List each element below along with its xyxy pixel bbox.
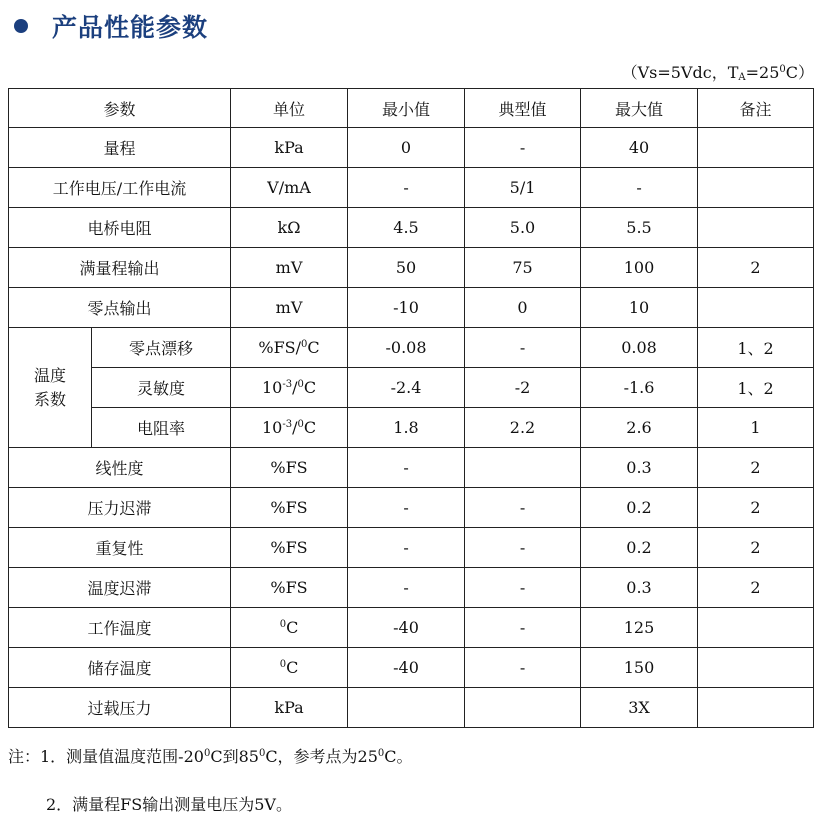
min-cell: -0.08 xyxy=(348,328,465,368)
max-cell: 5.5 xyxy=(581,208,698,248)
unit-cell: V/mA xyxy=(231,168,348,208)
param-cell: 压力迟滞 xyxy=(9,488,231,528)
param-cell: 零点漂移 xyxy=(92,328,231,368)
typ-cell: -2 xyxy=(465,368,581,408)
param-cell: 量程 xyxy=(9,128,231,168)
min-cell: -10 xyxy=(348,288,465,328)
unit-cell: %FS xyxy=(231,448,348,488)
typ-cell: - xyxy=(465,128,581,168)
table-row xyxy=(9,368,814,408)
min-cell: 4.5 xyxy=(348,208,465,248)
typ-cell: - xyxy=(465,568,581,608)
typ-cell: 0 xyxy=(465,288,581,328)
min-cell: 50 xyxy=(348,248,465,288)
min-cell xyxy=(348,688,465,728)
section-heading xyxy=(10,6,208,46)
header-min: 最小值 xyxy=(348,89,465,128)
typ-cell: 5/1 xyxy=(465,168,581,208)
typ-cell xyxy=(465,688,581,728)
note-cell: 1、2 xyxy=(698,368,814,408)
header-param: 参数 xyxy=(9,89,231,128)
max-cell: 0.3 xyxy=(581,448,698,488)
param-cell: 电桥电阻 xyxy=(9,208,231,248)
spec-table xyxy=(8,88,814,728)
note-cell xyxy=(698,288,814,328)
min-cell: - xyxy=(348,448,465,488)
note-cell: 1、2 xyxy=(698,328,814,368)
max-cell: 0.3 xyxy=(581,568,698,608)
max-cell: 125 xyxy=(581,608,698,648)
param-cell: 线性度 xyxy=(9,448,231,488)
header-note: 备注 xyxy=(698,89,814,128)
test-conditions: （Vs=5Vdc，$T_A=25^0C$） xyxy=(621,63,814,83)
min-cell: - xyxy=(348,528,465,568)
note-cell xyxy=(698,648,814,688)
unit-cell: %FS xyxy=(231,488,348,528)
table-row xyxy=(9,688,814,728)
unit-cell: kΩ xyxy=(231,208,348,248)
table-row xyxy=(9,328,814,368)
param-cell: 工作温度 xyxy=(9,608,231,648)
max-cell: -1.6 xyxy=(581,368,698,408)
footnote-1: 注：1．测量值温度范围$-20^0C$到$85^0C$，参考点为$25^0C$。 xyxy=(8,747,413,766)
bullet-icon xyxy=(14,19,28,33)
param-cell: 电阻率 xyxy=(92,408,231,448)
unit-cell: kPa xyxy=(231,688,348,728)
typ-cell: 2.2 xyxy=(465,408,581,448)
unit-cell: $^0$C xyxy=(231,648,348,688)
min-cell: - xyxy=(348,168,465,208)
unit-cell: kPa xyxy=(231,128,348,168)
table-row xyxy=(9,168,814,208)
param-cell: 零点输出 xyxy=(9,288,231,328)
table-row xyxy=(9,488,814,528)
min-cell: 0 xyxy=(348,128,465,168)
min-cell: -40 xyxy=(348,648,465,688)
note-cell: 2 xyxy=(698,528,814,568)
param-cell: 满量程输出 xyxy=(9,248,231,288)
max-cell: 150 xyxy=(581,648,698,688)
max-cell: 0.2 xyxy=(581,488,698,528)
table-header-row xyxy=(9,89,814,128)
unit-cell: $10^{-3}/^0C$ xyxy=(231,368,348,408)
table-row xyxy=(9,208,814,248)
table-row xyxy=(9,448,814,488)
typ-cell: - xyxy=(465,328,581,368)
table-row xyxy=(9,128,814,168)
max-cell: 0.2 xyxy=(581,528,698,568)
min-cell: - xyxy=(348,488,465,528)
typ-cell: - xyxy=(465,648,581,688)
table-row xyxy=(9,288,814,328)
typ-cell: - xyxy=(465,488,581,528)
note-cell: 2 xyxy=(698,568,814,608)
table-row xyxy=(9,408,814,448)
note-cell xyxy=(698,168,814,208)
unit-cell: %FS/$^0$C xyxy=(231,328,348,368)
typ-cell: - xyxy=(465,608,581,648)
table-row xyxy=(9,248,814,288)
param-cell: 过载压力 xyxy=(9,688,231,728)
max-cell: 3X xyxy=(581,688,698,728)
max-cell: - xyxy=(581,168,698,208)
param-cell: 温度迟滞 xyxy=(9,568,231,608)
max-cell: 40 xyxy=(581,128,698,168)
max-cell: 10 xyxy=(581,288,698,328)
unit-cell: %FS xyxy=(231,568,348,608)
unit-cell: %FS xyxy=(231,528,348,568)
note-cell xyxy=(698,608,814,648)
param-cell: 储存温度 xyxy=(9,648,231,688)
note-cell: 2 xyxy=(698,448,814,488)
table-row xyxy=(9,528,814,568)
note-cell xyxy=(698,128,814,168)
unit-cell: mV xyxy=(231,248,348,288)
note-cell: 1 xyxy=(698,408,814,448)
unit-cell: mV xyxy=(231,288,348,328)
max-cell: 2.6 xyxy=(581,408,698,448)
note-cell xyxy=(698,688,814,728)
header-typ: 典型值 xyxy=(465,89,581,128)
header-unit: 单位 xyxy=(231,89,348,128)
typ-cell xyxy=(465,448,581,488)
min-cell: 1.8 xyxy=(348,408,465,448)
note-cell: 2 xyxy=(698,488,814,528)
unit-cell: $10^{-3}/^0C$ xyxy=(231,408,348,448)
table-row xyxy=(9,568,814,608)
table-row xyxy=(9,648,814,688)
header-max: 最大值 xyxy=(581,89,698,128)
footnote-2: 2．满量程FS输出测量电压为5V。 xyxy=(46,795,292,814)
unit-cell: $^0$C xyxy=(231,608,348,648)
note-cell xyxy=(698,208,814,248)
min-cell: -40 xyxy=(348,608,465,648)
typ-cell: 75 xyxy=(465,248,581,288)
temp-coefficient-group: 温度系数 xyxy=(9,328,92,448)
typ-cell: - xyxy=(465,528,581,568)
table-row xyxy=(9,608,814,648)
section-title: 产品性能参数 xyxy=(52,13,209,42)
typ-cell: 5.0 xyxy=(465,208,581,248)
param-cell: 灵敏度 xyxy=(92,368,231,408)
param-cell: 工作电压/工作电流 xyxy=(9,168,231,208)
min-cell: - xyxy=(348,568,465,608)
min-cell: -2.4 xyxy=(348,368,465,408)
note-cell: 2 xyxy=(698,248,814,288)
max-cell: 0.08 xyxy=(581,328,698,368)
max-cell: 100 xyxy=(581,248,698,288)
param-cell: 重复性 xyxy=(9,528,231,568)
